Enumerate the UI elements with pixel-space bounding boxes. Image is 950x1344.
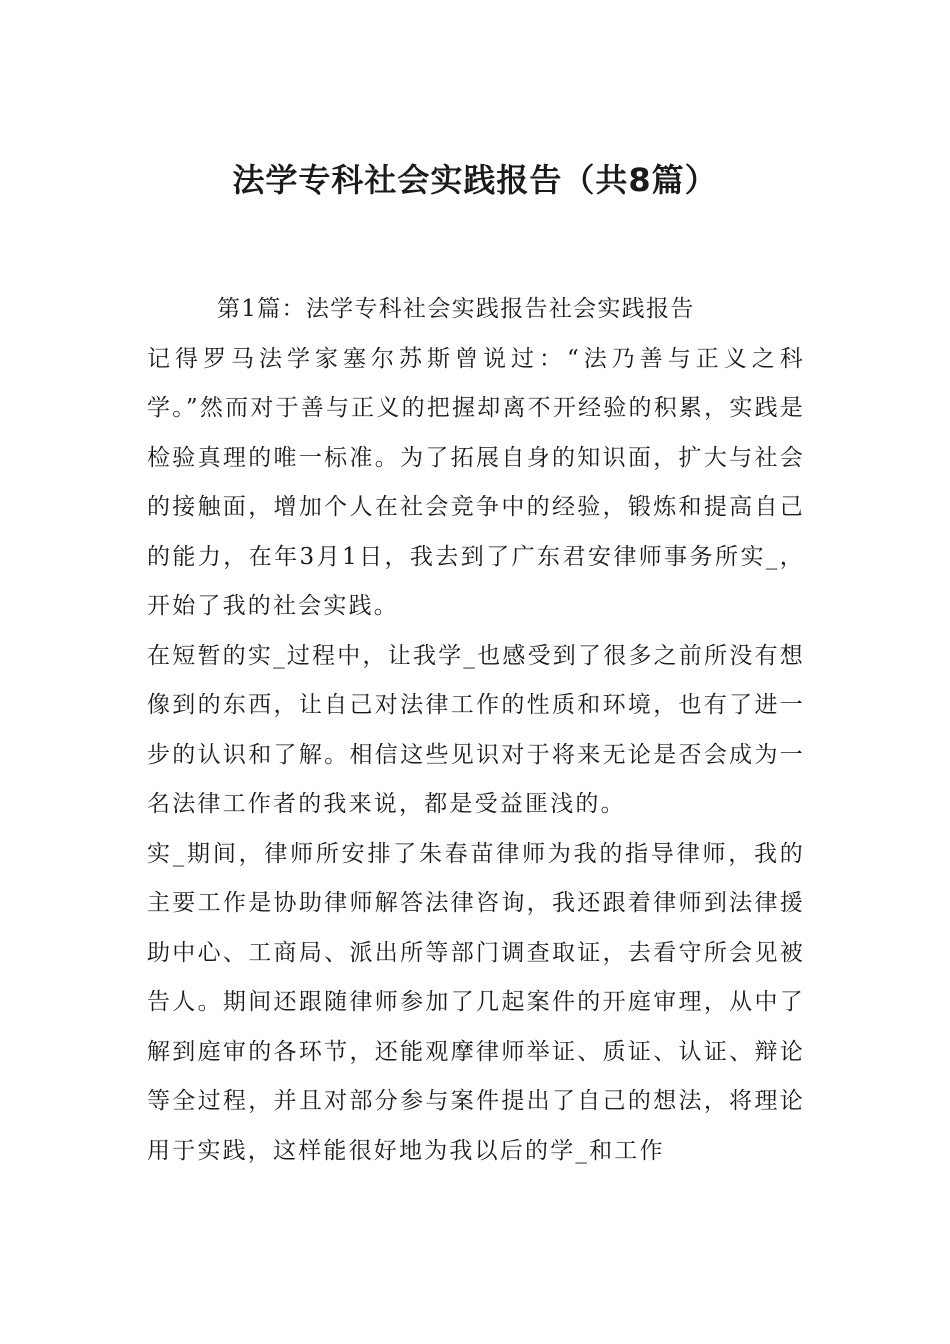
paragraph-3: 实_期间，律师所安排了朱春苗律师为我的指导律师，我的主要工作是协助律师解答法律咨询，我还跟着律师到法律援助中心、工商局、派出所等部门调查取证，去看守所会见被告人。期间还跟随律师参加了几起案件的开庭审理，从中了解到庭审的各环节，还能观摩律师举证、质证、认证、辩论等全过程，并且对部分参与案件提出了自己的想法，将理论用于实践，这样能很好地为我以后的学_和工作 (147, 840, 805, 1164)
paragraph-1: 记得罗马法学家塞尔苏斯曾说过：“法乃善与正义之科学。”然而对于善与正义的把握却离不开经验的积累，实践是检验真理的唯一标准。为了拓展自身的知识面，扩大与社会的接触面，增加个人在社会竞争中的经验，锻炼和提高自己的能力，在年3月1日，我去到了广东君安律师事务所实_，开始了我的社会实践。 (147, 345, 805, 619)
chapter-heading: 第1篇：法学专科社会实践报告社会实践报告 (217, 296, 695, 322)
document-body (147, 285, 805, 1176)
paragraph-2: 在短暂的实_过程中，让我学_也感受到了很多之前所没有想像到的东西，让自己对法律工作的性质和环境，也有了进一步的认识和了解。相信这些见识对于将来无论是否会成为一名法律工作者的我来说，都是受益匪浅的。 (147, 642, 805, 817)
document-title: 法学专科社会实践报告（共8篇） (232, 161, 718, 199)
